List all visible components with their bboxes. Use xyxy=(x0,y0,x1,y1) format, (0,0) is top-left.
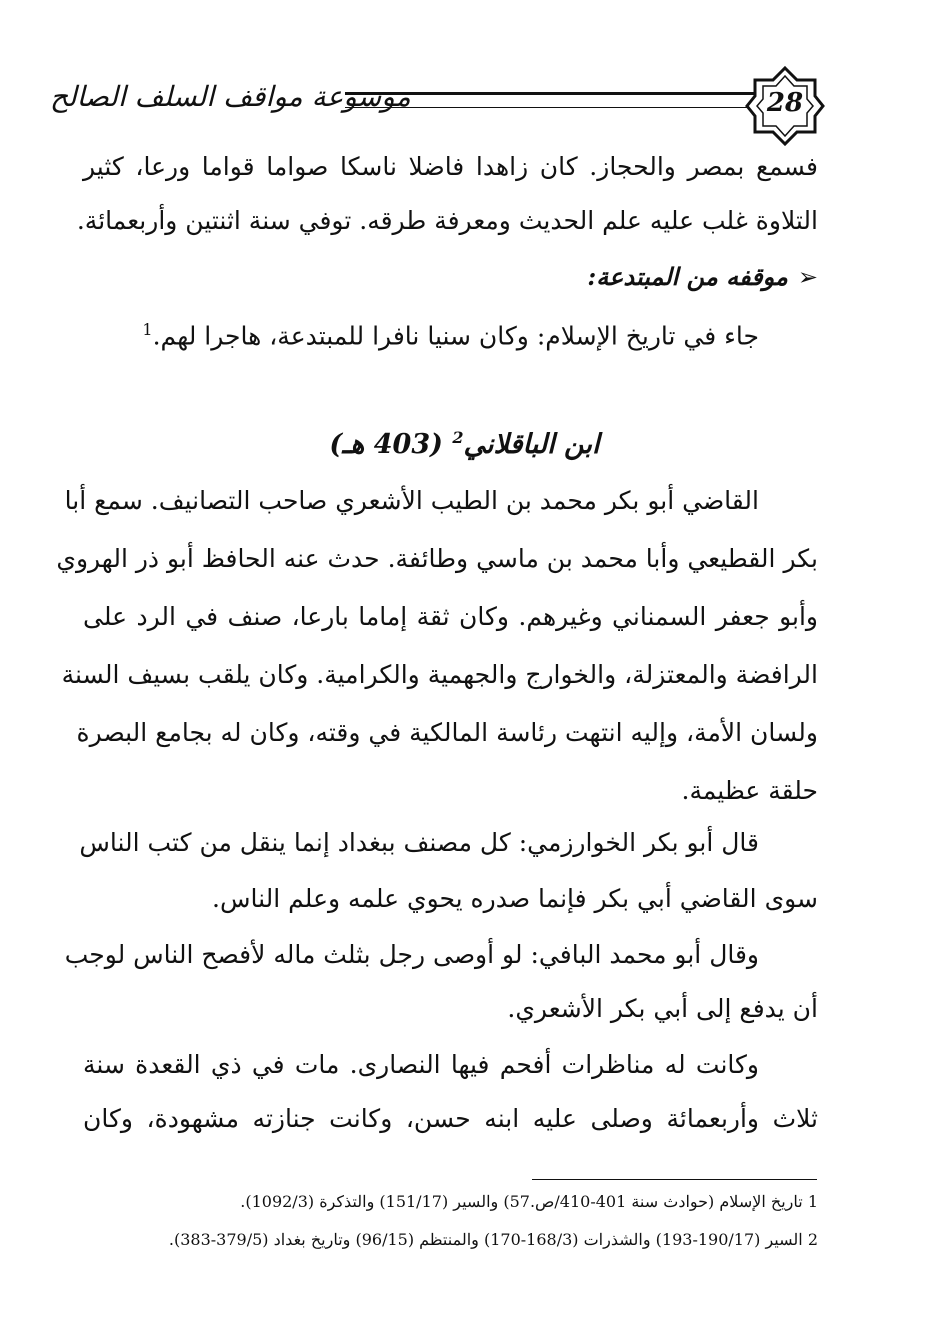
footnote: 1 تاريخ الإسلام (حوادث سنة 401-410/ص.57) والسير (151/17) والتذكرة (1092/3). xyxy=(240,1192,818,1211)
footnote-ref: 1 xyxy=(142,320,153,339)
subheading-text: موقفه من المبتدعة: xyxy=(587,262,788,291)
text-line: ثلاث وأربعمائة وصلى عليه ابنه حسن، وكانت جنازته مشهودة، وكان xyxy=(83,1104,818,1133)
text-line: بكر القطيعي وأبا محمد بن ماسي وطائفة. حدث عنه الحافظ أبو ذر الهروي xyxy=(56,544,818,573)
subheading xyxy=(118,262,818,291)
text-line: وقال أبو محمد البافي: لو أوصى رجل بثلث ماله لأفصح الناس لوجب xyxy=(64,940,759,969)
text-line: التلاوة غلب عليه علم الحديث ومعرفة طرقه. توفي سنة اثنتين وأربعمائة. xyxy=(76,206,818,235)
text-line: سوى القاضي أبي بكر فإنما صدره يحوي علمه وعلم الناس. xyxy=(212,884,818,913)
text-line: أن يدفع إلى أبي بكر الأشعري. xyxy=(507,994,818,1023)
section-title xyxy=(0,428,929,460)
running-title: موسوعة مواقف السلف الصالح xyxy=(50,80,411,113)
section-title-name: ابن الباقلاني xyxy=(463,429,600,460)
text-line: قال أبو بكر الخوارزمي: كل مصنف ببغداد إنما ينقل من كتب الناس xyxy=(79,828,759,857)
text-line: القاضي أبو بكر محمد بن الطيب الأشعري صاحب التصانيف. سمع أبا xyxy=(64,486,759,515)
quote-text: جاء في تاريخ الإسلام: وكان سنيا نافرا للمبتدعة، هاجرا لهم. xyxy=(152,321,759,351)
quote-line xyxy=(79,320,759,350)
text-line: وأبو جعفر السمناني وغيرهم. وكان ثقة إماما بارعا، صنف في الرد على xyxy=(83,602,818,631)
header-rule xyxy=(345,92,790,108)
footnote-rule xyxy=(532,1179,817,1180)
footnote: 2 السير (190/17-193) والشذرات (168/3-170) والمنتظم (96/15) وتاريخ بغداد (379/5-383). xyxy=(168,1230,818,1249)
text-line: وكانت له مناظرات أفحم فيها النصارى. مات في ذي القعدة سنة xyxy=(83,1050,759,1079)
page-number-badge xyxy=(745,66,825,146)
text-line: حلقة عظيمة. xyxy=(681,776,818,805)
page-number: 28 xyxy=(766,88,804,118)
text-line: فسمع بمصر والحجاز. كان زاهدا فاضلا ناسكا صواما قواما ورعا، كثير xyxy=(83,152,818,181)
page-header xyxy=(40,62,840,142)
text-line: الرافضة والمعتزلة، والخوارج والجهمية والكرامية. وكان يلقب بسيف السنة xyxy=(61,660,818,689)
arrow-icon: ➢ xyxy=(797,263,818,291)
footnote-ref: 2 xyxy=(452,428,464,447)
section-title-date: (403 هـ) xyxy=(329,429,443,460)
text-line: ولسان الأمة، وإليه انتهت رئاسة المالكية في وقته، وكان له بجامع البصرة xyxy=(76,718,818,747)
